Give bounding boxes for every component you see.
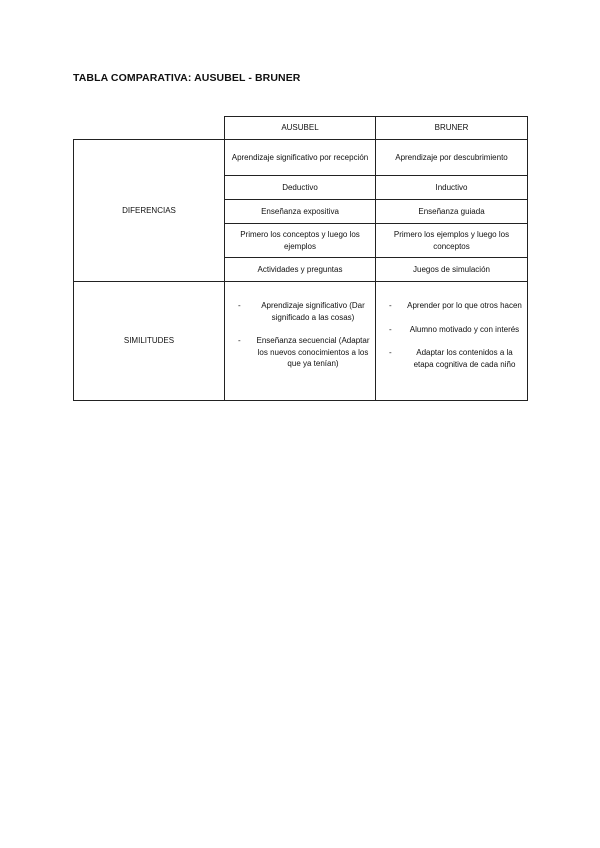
list-item: - Enseñanza secuencial (Adaptar los nuevos conocimientos a los que ya tenían) — [229, 335, 371, 370]
list-item: - Aprender por lo que otros hacen — [380, 300, 523, 312]
empty-corner-cell — [74, 117, 225, 140]
list-item: - Aprendizaje significativo (Dar significado a las cosas) — [229, 300, 371, 323]
table-header-row — [74, 117, 528, 140]
cell-ausubel: Aprendizaje significativo por recepción — [225, 140, 376, 176]
bullet-list — [380, 300, 523, 370]
list-item: - Adaptar los contenidos a la etapa cognitiva de cada niño — [380, 347, 523, 370]
cell-ausubel: Enseñanza expositiva — [225, 200, 376, 224]
cell-ausubel-similitudes — [225, 282, 376, 401]
table-row — [74, 140, 528, 176]
table-row-similitudes — [74, 282, 528, 401]
column-header-ausubel: AUSUBEL — [225, 117, 376, 140]
list-item: - Alumno motivado y con interés — [380, 324, 523, 336]
column-header-bruner: BRUNER — [376, 117, 528, 140]
cell-ausubel: Primero los conceptos y luego los ejemplos — [225, 224, 376, 258]
bullet-list — [229, 300, 371, 370]
page-title: TABLA COMPARATIVA: AUSUBEL - BRUNER — [73, 72, 301, 84]
cell-bruner: Inductivo — [376, 176, 528, 200]
comparison-table — [73, 116, 528, 401]
cell-bruner: Enseñanza guiada — [376, 200, 528, 224]
row-label-diferencias: DIFERENCIAS — [74, 140, 225, 282]
cell-bruner: Juegos de simulación — [376, 258, 528, 282]
cell-ausubel: Actividades y preguntas — [225, 258, 376, 282]
cell-bruner: Primero los ejemplos y luego los conceptos — [376, 224, 528, 258]
cell-ausubel: Deductivo — [225, 176, 376, 200]
row-label-similitudes: SIMILITUDES — [74, 282, 225, 401]
cell-bruner-similitudes — [376, 282, 528, 401]
cell-bruner: Aprendizaje por descubrimiento — [376, 140, 528, 176]
